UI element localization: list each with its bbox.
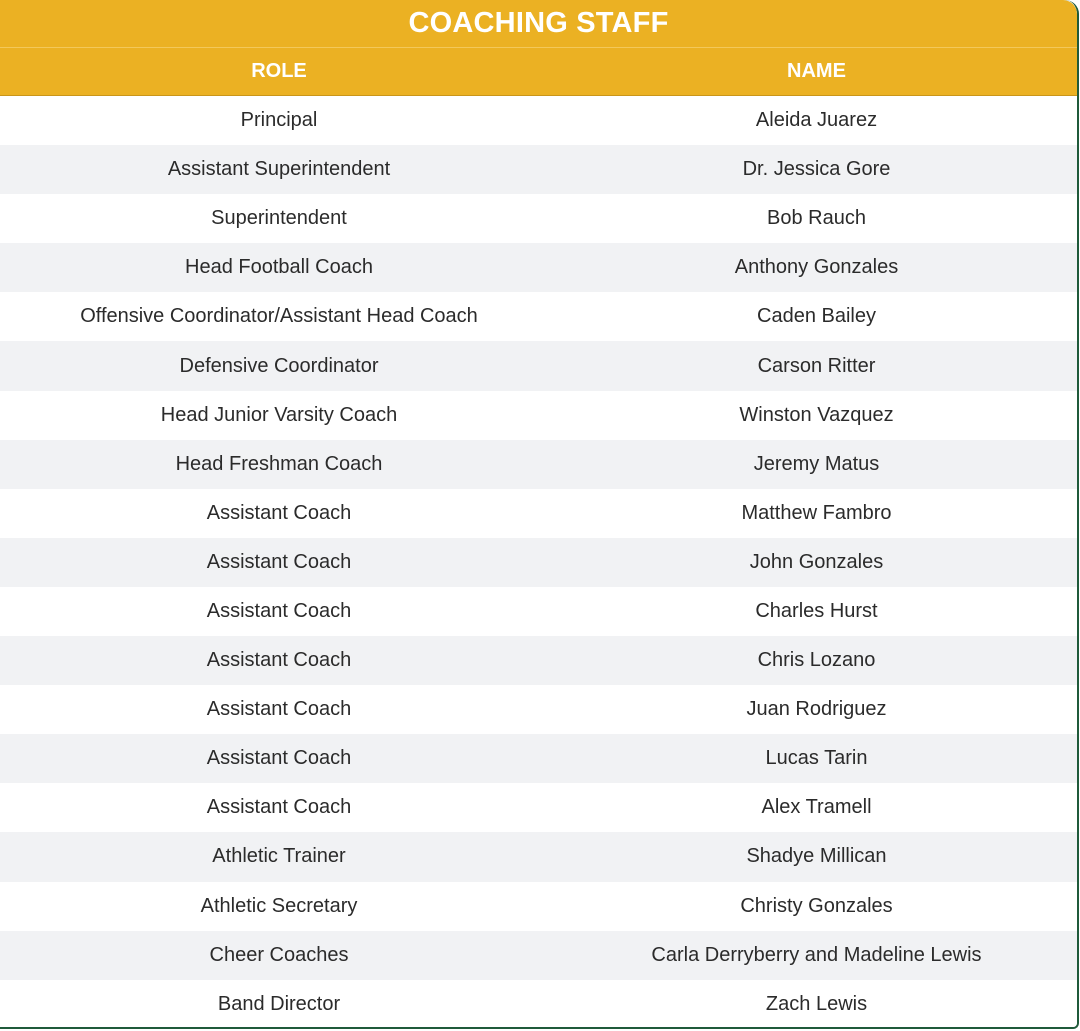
role-cell: Athletic Trainer	[212, 845, 346, 868]
name-cell: Caden Bailey	[757, 305, 876, 328]
role-cell: Assistant Coach	[206, 501, 352, 524]
table-row	[0, 832, 1077, 881]
name-cell: Charles Hurst	[755, 599, 878, 622]
role-cell: Athletic Secretary	[200, 894, 358, 917]
name-cell: Zach Lewis	[765, 992, 868, 1015]
table-row	[0, 145, 1077, 194]
name-cell: Dr. Jessica Gore	[742, 158, 891, 181]
name-cell: Matthew Fambro	[741, 501, 892, 524]
role-cell: Assistant Coach	[206, 698, 352, 721]
table-title: COACHING STAFF	[0, 0, 1077, 47]
role-cell: Cheer Coaches	[209, 943, 349, 966]
name-cell: Jeremy Matus	[753, 452, 880, 475]
name-cell: Anthony Gonzales	[734, 256, 899, 279]
name-cell: Shadye Millican	[746, 845, 887, 868]
role-cell: Head Junior Varsity Coach	[160, 403, 398, 426]
table-row	[0, 636, 1077, 685]
table-row	[0, 489, 1077, 538]
name-cell: Alex Tramell	[761, 796, 872, 819]
column-header-name: NAME	[787, 60, 846, 82]
role-cell: Assistant Coach	[206, 599, 352, 622]
table-row	[0, 341, 1077, 390]
name-cell: Christy Gonzales	[740, 894, 893, 917]
table-row	[0, 243, 1077, 292]
role-cell: Band Director	[217, 992, 341, 1015]
role-cell: Principal	[240, 109, 318, 132]
table-row	[0, 391, 1077, 440]
table-body	[0, 96, 1077, 1029]
table-row	[0, 931, 1077, 980]
name-cell: Bob Rauch	[767, 207, 866, 230]
table-row	[0, 587, 1077, 636]
role-cell: Head Football Coach	[185, 256, 373, 279]
table-row	[0, 96, 1077, 145]
name-cell: Juan Rodriguez	[746, 698, 887, 721]
table-row	[0, 292, 1077, 341]
table-row	[0, 538, 1077, 587]
table-row	[0, 882, 1077, 931]
role-cell: Defensive Coordinator	[179, 354, 379, 377]
role-cell: Assistant Coach	[206, 649, 352, 672]
column-header-role: ROLE	[251, 60, 307, 82]
name-cell: Carla Derryberry and Madeline Lewis	[651, 943, 982, 966]
name-cell: Winston Vazquez	[739, 403, 894, 426]
table-row	[0, 685, 1077, 734]
role-cell: Offensive Coordinator/Assistant Head Coach	[80, 305, 478, 328]
name-cell: John Gonzales	[749, 550, 884, 573]
table-header-row	[0, 47, 1077, 96]
name-cell: Chris Lozano	[757, 649, 876, 672]
table-row	[0, 194, 1077, 243]
role-cell: Assistant Coach	[206, 550, 352, 573]
table-row	[0, 783, 1077, 832]
role-cell: Head Freshman Coach	[175, 452, 383, 475]
role-cell: Assistant Coach	[206, 747, 352, 770]
table-row	[0, 440, 1077, 489]
table-row	[0, 734, 1077, 783]
name-cell: Aleida Juarez	[755, 109, 878, 132]
name-cell: Lucas Tarin	[765, 747, 868, 770]
role-cell: Superintendent	[211, 207, 347, 230]
table-row	[0, 980, 1077, 1029]
role-cell: Assistant Superintendent	[167, 158, 391, 181]
name-cell: Carson Ritter	[757, 354, 876, 377]
role-cell: Assistant Coach	[206, 796, 352, 819]
